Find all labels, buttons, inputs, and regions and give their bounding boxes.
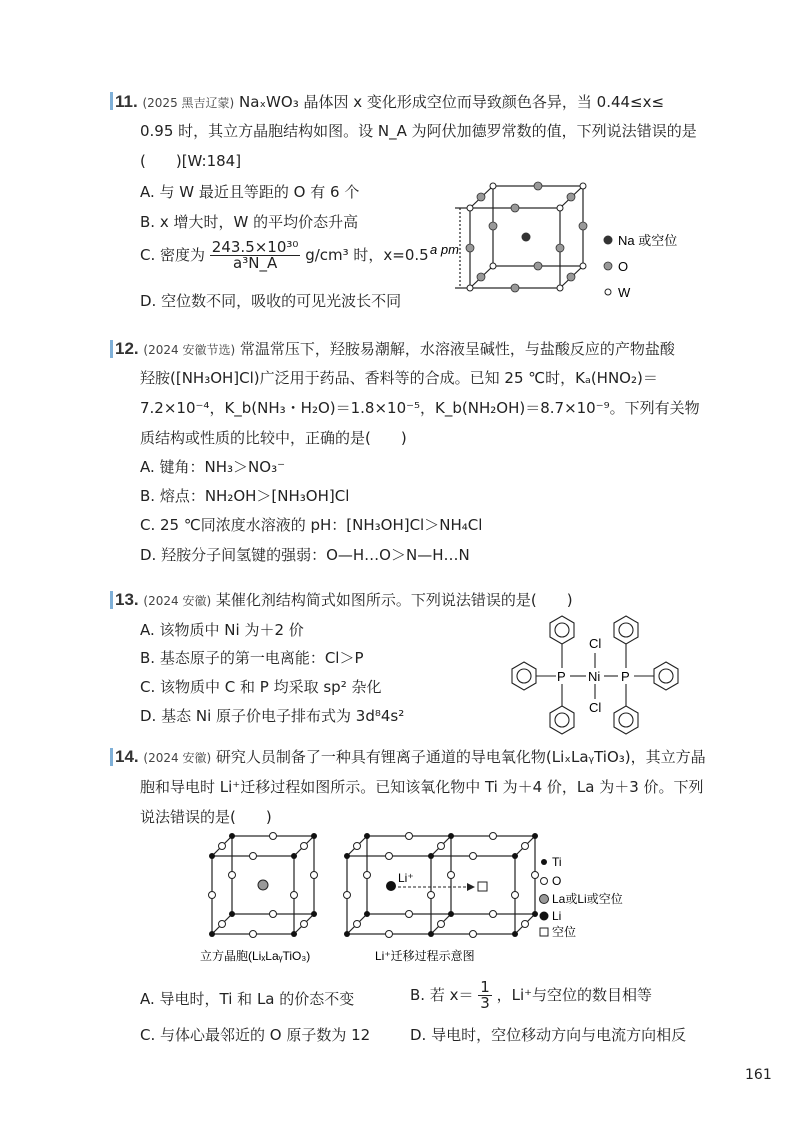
legend-w-icon	[605, 289, 611, 295]
q13-option-d: D. 基态 Ni 原子价电子排布式为 3d⁸4s²	[140, 707, 405, 725]
q11-option-c	[140, 240, 429, 271]
legend-vacancy-icon	[540, 928, 548, 936]
q11-stem-1: NaₓWO₃ 晶体因 x 变化形成空位而导致颜色各异，当 0.44≤x≤	[238, 93, 665, 111]
q13-atom-cl-bottom: Cl	[589, 700, 602, 715]
q14-legend-o: O	[552, 874, 562, 888]
q14-legend-ti: Ti	[552, 855, 562, 869]
q11-density-numerator: 243.5×10³⁰	[211, 238, 299, 256]
legend-o-icon	[541, 878, 548, 885]
q11-legend-w: W	[618, 285, 631, 300]
q11-option-a: A. 与 W 最近且等距的 O 有 6 个	[140, 183, 360, 201]
q13-atom-cl-top: Cl	[589, 636, 602, 651]
arrow-head-icon	[467, 883, 475, 891]
q14-caption-right: Li⁺迁移过程示意图	[375, 949, 475, 963]
q14-option-b	[410, 980, 652, 1011]
q12-option-b: B. 熔点：NH₂OH＞[NH₃OH]Cl	[140, 487, 350, 505]
q14-stem-2: 胞和导电时 Li⁺迁移过程如图所示。已知该氧化物中 Ti 为＋4 价，La 为＋3 价。下列	[140, 778, 704, 796]
q13-atom-p-right: P	[621, 669, 630, 684]
q11-option-c-prefix: C. 密度为	[140, 246, 206, 264]
q12-line1	[115, 338, 675, 361]
q11-legend-o: O	[618, 259, 629, 274]
phenyl-ring	[654, 662, 678, 690]
q14-option-d: D. 导电时，空位移动方向与电流方向相反	[410, 1026, 687, 1044]
q11-number: 11.	[115, 92, 138, 111]
q13-option-a: A. 该物质中 Ni 为＋2 价	[140, 621, 304, 639]
q12-option-a: A. 键角：NH₃＞NO₃⁻	[140, 458, 286, 476]
q12-number: 12.	[115, 339, 139, 358]
q12-option-d: D. 羟胺分子间氢键的强弱：O—H…O＞N—H…N	[140, 546, 470, 564]
legend-li-icon	[540, 912, 549, 921]
phenyl-ring	[550, 706, 574, 734]
phenyl-ring	[550, 616, 574, 644]
q11-legend-na: Na 或空位	[618, 233, 678, 248]
q12-stem-1: 常温常压下，羟胺易潮解，水溶液呈碱性，与盐酸反应的产物盐酸	[239, 340, 675, 358]
q11-density-fraction	[210, 240, 301, 271]
q14-vacancy	[478, 882, 487, 891]
q14-migration-cells	[347, 836, 535, 934]
q13-catalyst-structure	[500, 608, 690, 738]
q14-fraction-denominator: 3	[480, 994, 490, 1012]
q12-stem-4: 质结构或性质的比较中，正确的是( )	[140, 429, 407, 447]
q11-stem-2: 0.95 时，其立方晶胞结构如图。设 N_A 为阿伏加德罗常数的值，下列说法错误的是	[140, 122, 697, 140]
legend-site-icon	[540, 895, 549, 904]
q11-option-c-suffix: g/cm³ 时，x=0.5	[305, 246, 429, 264]
q14-stem-1: 研究人员制备了一种具有锂离子通道的导电氧化物(LiₓLaᵧTiO₃)，其立方晶	[215, 748, 706, 766]
q14-line1	[115, 746, 706, 769]
phenyl-ring	[614, 706, 638, 734]
q11-dimension-label: a pm	[430, 242, 459, 257]
q14-legend-li: Li	[552, 909, 562, 923]
q14-li-label: Li⁺	[398, 871, 414, 885]
q12-option-c: C. 25 ℃同浓度水溶液的 pH：[NH₃OH]Cl＞NH₄Cl	[140, 516, 483, 534]
q13-option-b: B. 基态原子的第一电离能：Cl＞P	[140, 649, 364, 667]
q14-option-a: A. 导电时，Ti 和 La 的价态不变	[140, 990, 355, 1008]
phenyl-ring	[512, 662, 536, 690]
q11-density-denominator: a³N_A	[233, 254, 278, 272]
page-number: 161	[745, 1067, 772, 1083]
q14-stem-3: 说法错误的是( )	[140, 808, 272, 826]
q12-stem-2: 羟胺([NH₃OH]Cl)广泛用于药品、香料等的合成。已知 25 ℃时，Kₐ(HNO₂)＝	[140, 369, 658, 387]
q14-legend-vacancy: 空位	[552, 925, 577, 939]
q13-stem-1: 某催化剂结构简式如图所示。下列说法错误的是( )	[215, 591, 573, 609]
q14-option-b-suffix: ，Li⁺与空位的数目相等	[496, 986, 653, 1004]
q14-option-b-prefix: B. 若 x＝	[410, 986, 474, 1004]
q14-li-ion	[386, 881, 396, 891]
q14-source: (2024 安徽)	[143, 751, 212, 765]
q11-line1	[115, 91, 664, 114]
q11-option-b: B. x 增大时，W 的平均价态升高	[140, 213, 359, 231]
q11-source: (2025 黑吉辽蒙)	[142, 96, 235, 110]
q12-stem-3: 7.2×10⁻⁴，K_b(NH₃・H₂O)＝1.8×10⁻⁵，K_b(NH₂OH)＝8.7×10⁻⁹。下列有关物	[140, 399, 700, 417]
q11-unit-cell-figure	[430, 178, 700, 310]
q11-stem-3: ( )[W:184]	[140, 152, 242, 170]
phenyl-ring	[614, 616, 638, 644]
legend-o-icon	[604, 262, 612, 270]
legend-ti-icon	[541, 859, 547, 865]
q14-x-fraction	[478, 980, 492, 1011]
question-marker	[110, 340, 113, 358]
q14-number: 14.	[115, 747, 139, 766]
legend-na-icon	[604, 236, 613, 245]
q13-source: (2024 安徽)	[143, 594, 212, 608]
q14-legend-site: La或Li或空位	[552, 892, 623, 906]
q11-option-d: D. 空位数不同，吸收的可见光波长不同	[140, 292, 402, 310]
q14-option-c: C. 与体心最邻近的 O 原子数为 12	[140, 1026, 371, 1044]
q13-number: 13.	[115, 590, 139, 609]
q14-crystal-figure	[195, 830, 623, 968]
q14-caption-left: 立方晶胞(LiₓLaᵧTiO₃)	[200, 949, 311, 963]
question-marker	[110, 591, 113, 609]
question-marker	[110, 748, 113, 766]
q13-atom-ni: Ni	[588, 669, 601, 684]
question-marker	[110, 92, 113, 110]
q12-source: (2024 安徽节选)	[143, 343, 236, 357]
q14-fraction-numerator: 1	[480, 978, 490, 996]
q14-body-center-site	[258, 880, 268, 890]
q11-body-center-atom	[522, 233, 531, 242]
q13-atom-p-left: P	[557, 669, 566, 684]
q13-option-c: C. 该物质中 C 和 P 均采取 sp² 杂化	[140, 678, 382, 696]
